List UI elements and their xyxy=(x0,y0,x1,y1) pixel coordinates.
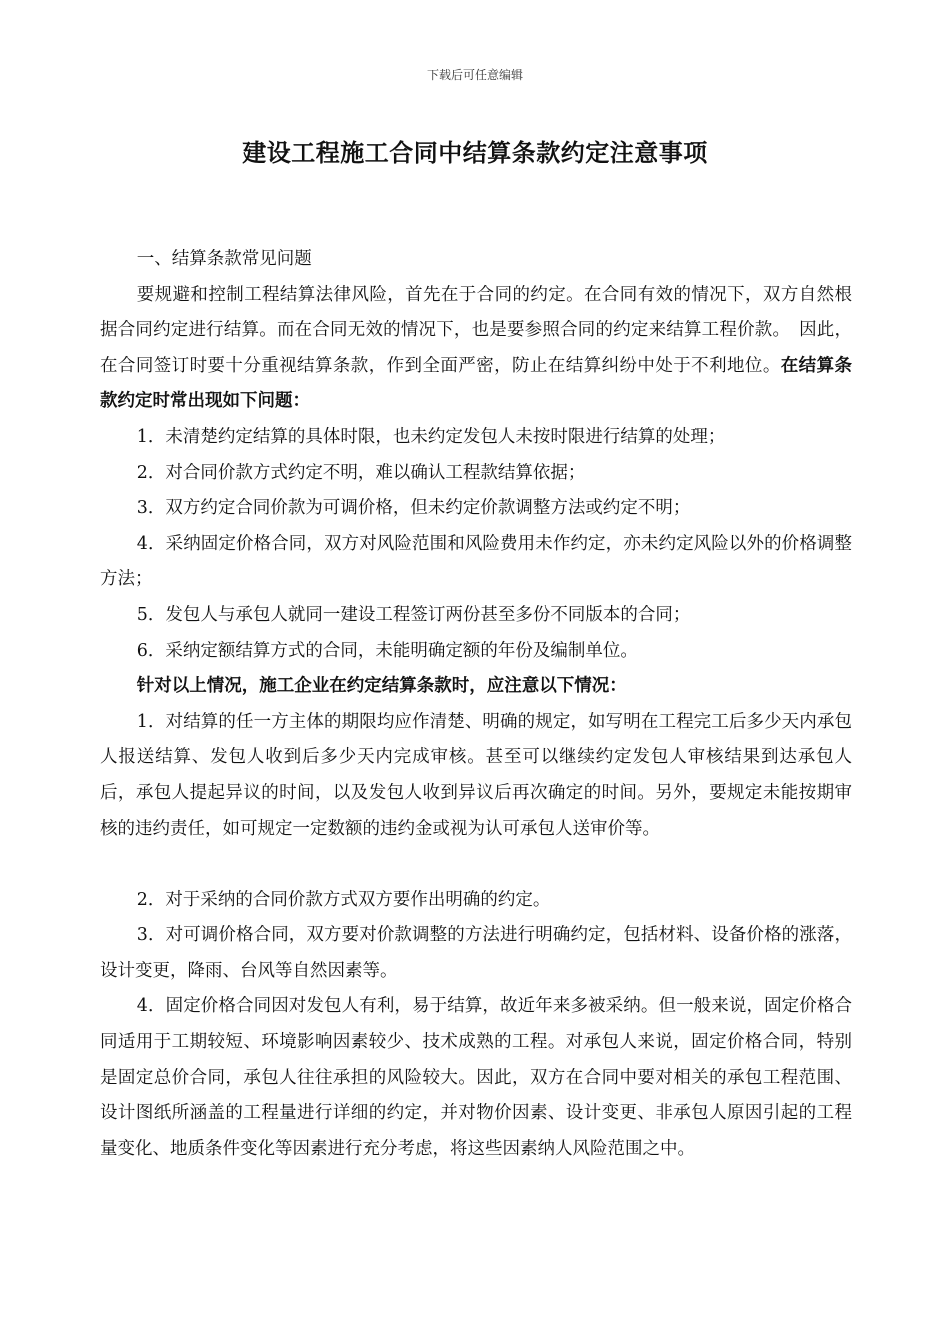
intro-text: 要规避和控制工程结算法律风险，首先在于合同的约定。在合同有效的情况下，双方自然根据合同约定进行结算。而在合同无效的情况下，也是要参照合同的约定来结算工程价款。 因此，在合同签订时要十分重视结算条款，作到全面严密，防止在结算纠纷中处于不利地位。 xyxy=(100,284,852,376)
section-heading: 一、结算条款常见问题 xyxy=(136,249,312,269)
measure-item: 2．对于采纳的合同价款方式双方要作出明确的约定。 xyxy=(136,889,551,910)
intro-bold-text: 在结算条款约定时常出现如下问题： xyxy=(100,355,853,412)
measure-item: 1．对结算的任一方主体的期限均应作清楚、明确的规定，如写明在工程完工后多少天内承包人报送结算、发包人收到后多少天内完成审核。甚至可以继续约定发包人审核结果到达承包人后，承包人提起异议的时间，以及发包人收到异议后再次确定的时间。另外，要规定未能按期审核的违约责任，如可规定一定数额的违约金或视为认可承包人送审价等。 xyxy=(100,711,852,839)
problem-item: 5．发包人与承包人就同一建设工程签订两份甚至多份不同版本的合同； xyxy=(136,604,691,625)
measure-item: 4．固定价格合同因对发包人有利，易于结算，故近年来多被采纳。但一般来说，固定价格合同适用于工期较短、环境影响因素较少、技术成熟的工程。对承包人来说，固定价格合同，特别是固定总价合同，承包人往往承担的风险较大。因此，双方在合同中要对相关的承包工程范围、设计图纸所涵盖的工程量进行详细的约定，并对物价因素、设计变更、非承包人原因引起的工程量变化、地质条件变化等因素进行充分考虑，将这些因素纳人风险范围之中。 xyxy=(100,996,852,1159)
measures-heading: 针对以上情况，施工企业在约定结算条款时，应注意以下情况： xyxy=(136,676,627,697)
problem-item: 3．双方约定合同价款为可调价格，但未约定价款调整方法或约定不明； xyxy=(136,498,691,519)
problem-item: 4．采纳固定价格合同，双方对风险范围和风险费用未作约定，亦未约定风险以外的价格调整方法； xyxy=(100,533,852,590)
header-note: 下载后可任意编辑 xyxy=(426,68,523,82)
measure-item: 3．对可调价格合同，双方要对价款调整的方法进行明确约定，包括材料、设备价格的涨落，设计变更，降雨、台风等自然因素等。 xyxy=(100,925,852,981)
problem-item: 2．对合同价款方式约定不明，难以确认工程款结算依据； xyxy=(136,462,586,483)
problem-item: 1．未清楚约定结算的具体时限，也未约定发包人未按时限进行结算的处理； xyxy=(136,426,726,447)
intro-paragraph xyxy=(100,278,852,420)
blank-line xyxy=(100,847,852,883)
problem-item: 6．采纳定额结算方式的合同，未能明确定额的年份及编制单位。 xyxy=(136,640,638,661)
document-body xyxy=(100,242,852,1167)
document-title: 建设工程施工合同中结算条款约定注意事项 xyxy=(242,138,708,167)
